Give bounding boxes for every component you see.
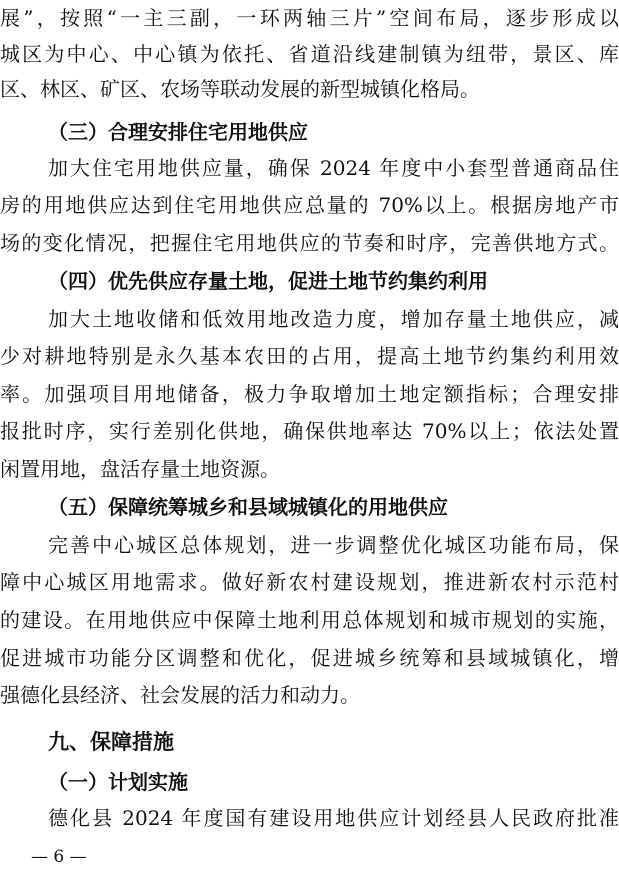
paragraph-2-line-3: 场的变化情况，把握住宅用地供应的节奏和时序，完善供地方式。 bbox=[0, 231, 619, 255]
paragraph-3-line-2: 少对耕地特别是永久基本农田的占用，提高土地节约集约利用效 bbox=[0, 344, 619, 368]
paragraph-1-line-2: 城区为中心、中心镇为依托、省道沿线建制镇为纽带，景区、库 bbox=[0, 42, 619, 66]
paragraph-3-line-5: 闲置用地，盘活存量土地资源。 bbox=[0, 457, 280, 481]
paragraph-4-line-1: 完善中心城区总体规划，进一步调整优化城区功能布局，保 bbox=[48, 533, 619, 557]
paragraph-4-line-3: 的建设。在用地供应中保障土地利用总体规划和城市规划的实施， bbox=[0, 608, 619, 632]
heading-5: （五）保障统筹城乡和县域城镇化的用地供应 bbox=[48, 495, 448, 519]
paragraph-3-line-1: 加大土地收储和低效用地改造力度，增加存量土地供应，减 bbox=[48, 307, 619, 331]
paragraph-4-line-4: 促进城市功能分区调整和优化，促进城乡统筹和县域城镇化，增 bbox=[0, 646, 619, 670]
paragraph-4-line-2: 障中心城区用地需求。做好新农村建设规划，推进新农村示范村 bbox=[0, 570, 619, 594]
paragraph-3-line-4: 报批时序，实行差别化供地，确保供地率达 70%以上；依法处置 bbox=[0, 419, 619, 443]
heading-4: （四）优先供应存量土地，促进土地节约集约利用 bbox=[48, 269, 488, 293]
paragraph-4-line-5: 强德化县经济、社会发展的活力和动力。 bbox=[0, 683, 360, 707]
paragraph-5-line-1: 德化县 2024 年度国有建设用地供应计划经县人民政府批准 bbox=[48, 806, 619, 830]
paragraph-1-line-1: 展”，按照“一主三副，一环两轴三片”空间布局，逐步形成以 bbox=[0, 6, 619, 30]
page-number: — 6 — bbox=[31, 847, 87, 867]
paragraph-2-line-1: 加大住宅用地供应量，确保 2024 年度中小套型普通商品住 bbox=[48, 156, 619, 180]
heading-9-1: （一）计划实施 bbox=[48, 770, 188, 794]
paragraph-3-line-3: 率。加强项目用地储备，极力争取增加土地定额指标；合理安排 bbox=[0, 382, 619, 406]
section-9-heading: 九、保障措施 bbox=[48, 729, 174, 754]
paragraph-1-line-3: 区、林区、矿区、农场等联动发展的新型城镇化格局。 bbox=[0, 77, 480, 101]
paragraph-2-line-2: 房的用地供应达到住宅用地供应总量的 70%以上。根据房地产市 bbox=[0, 193, 619, 217]
heading-3: （三）合理安排住宅用地供应 bbox=[48, 120, 308, 144]
